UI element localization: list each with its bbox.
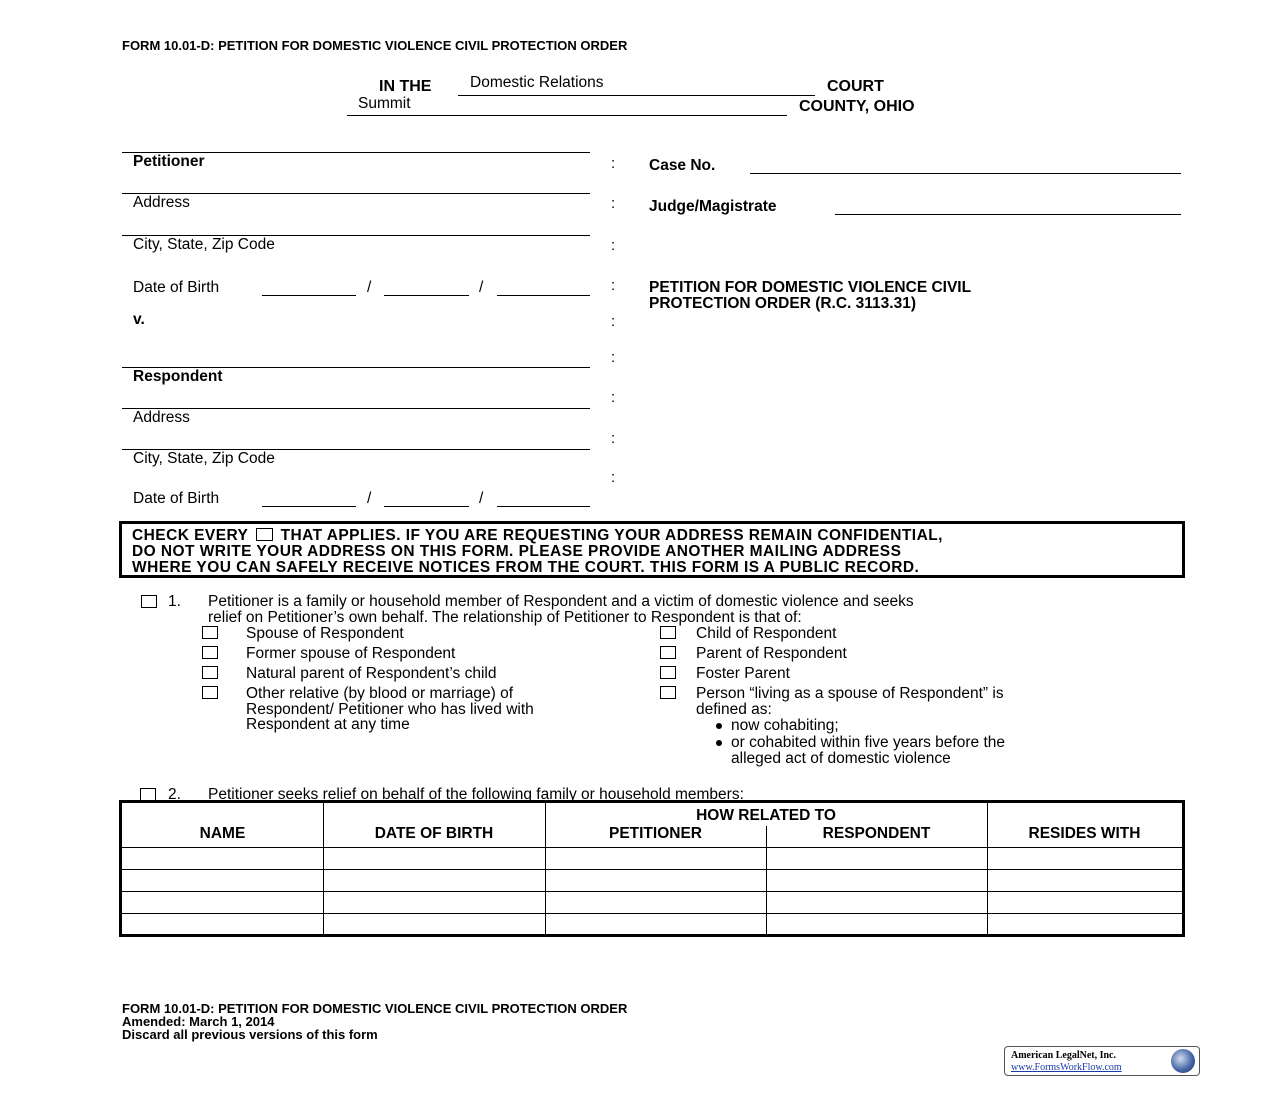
notice-text: WHERE YOU CAN SAFELY RECEIVE NOTICES FROM THE COURT. THIS FORM IS A PUBLIC RECORD. [132, 559, 920, 576]
caption-colon: : [611, 195, 616, 212]
respondent-dob-day[interactable] [384, 506, 469, 507]
dob-slash: / [367, 490, 372, 507]
bullet-icon [716, 723, 722, 729]
former-spouse-checkbox[interactable] [202, 646, 218, 659]
case-no-label: Case No. [649, 157, 716, 174]
petitioner-address-label: Address [133, 194, 190, 211]
caption-colon: : [611, 277, 616, 294]
caption-colon: : [611, 469, 616, 486]
respondent-address-label: Address [133, 409, 190, 426]
form-title: FORM 10.01-D: PETITION FOR DOMESTIC VIOLENCE CIVIL PROTECTION ORDER [122, 38, 628, 53]
dob-slash: / [479, 490, 484, 507]
petitioner-city-label: City, State, Zip Code [133, 236, 275, 253]
respondent-address-line[interactable] [122, 408, 590, 409]
respondent-dob-label: Date of Birth [133, 490, 220, 507]
caption-colon: : [611, 389, 616, 406]
petitioner-dob-day[interactable] [384, 295, 469, 296]
item2-number: 2. [168, 786, 181, 803]
confidentiality-notice [119, 521, 1185, 578]
checkbox-icon [256, 528, 273, 541]
respondent-dob-month[interactable] [262, 506, 356, 507]
bullet-icon [716, 740, 722, 746]
living-as-spouse-checkbox[interactable] [660, 686, 676, 699]
petitioner-dob-month[interactable] [262, 295, 356, 296]
parent-label: Parent of Respondent [696, 645, 847, 662]
item1-text-line2: relief on Petitioner’s own behalf. The relationship of Petitioner to Respondent is that of: [208, 609, 802, 626]
notice-text: CHECK EVERY [132, 527, 249, 544]
other-relative-checkbox[interactable] [202, 686, 218, 699]
col-header-name: NAME [199, 825, 246, 842]
parent-checkbox[interactable] [660, 646, 676, 659]
col-header-how-related: HOW RELATED TO [696, 807, 836, 824]
natural-parent-label: Natural parent of Respondent’s child [246, 665, 497, 682]
petition-title-line2: PROTECTION ORDER (R.C. 3113.31) [649, 295, 917, 312]
in-the-label: IN THE [379, 78, 432, 95]
caption-colon: : [611, 313, 616, 330]
other-relative-label-line3: Respondent at any time [246, 716, 410, 733]
foster-parent-checkbox[interactable] [660, 666, 676, 679]
court-name-underline [458, 95, 815, 96]
col-header-petitioner: PETITIONER [608, 825, 702, 842]
table-row[interactable] [122, 891, 1182, 913]
judge-label: Judge/Magistrate [649, 198, 777, 215]
living-as-spouse-label-line2: defined as: [696, 701, 772, 718]
other-relative-label-line2: Respondent/ Petitioner who has lived with [246, 701, 534, 718]
caption-colon: : [611, 430, 616, 447]
bullet-text: or cohabited within five years before the [731, 734, 1005, 751]
table-row[interactable] [122, 913, 1182, 934]
respondent-label: Respondent [133, 368, 223, 385]
col-header-respondent: RESPONDENT [822, 825, 931, 842]
spouse-checkbox[interactable] [202, 626, 218, 639]
county-name-underline [347, 115, 787, 116]
item2-text: Petitioner seeks relief on behalf of the following family or household members: [208, 786, 744, 803]
respondent-dob-year[interactable] [497, 506, 590, 507]
bullet-text: now cohabiting; [731, 717, 839, 734]
county-label: COUNTY, OHIO [799, 98, 915, 115]
court-label: COURT [827, 78, 884, 95]
item1-number: 1. [168, 593, 181, 610]
caption-colon: : [611, 155, 616, 172]
notice-text: DO NOT WRITE YOUR ADDRESS ON THIS FORM. PLEASE PROVIDE ANOTHER MAILING ADDRESS [132, 543, 902, 560]
judge-field[interactable] [835, 214, 1181, 215]
col-header-dob: DATE OF BIRTH [374, 825, 494, 842]
spouse-label: Spouse of Respondent [246, 625, 404, 642]
petition-title-line1: PETITION FOR DOMESTIC VIOLENCE CIVIL [649, 279, 972, 296]
item1-text-line1: Petitioner is a family or household member of Respondent and a victim of domestic violence and seeks [208, 593, 914, 610]
globe-icon [1171, 1049, 1195, 1073]
caption-colon: : [611, 349, 616, 366]
bullet-text: alleged act of domestic violence [731, 750, 951, 767]
footer-form-title: FORM 10.01-D: PETITION FOR DOMESTIC VIOLENCE CIVIL PROTECTION ORDER [122, 1001, 628, 1016]
caption-colon: : [611, 237, 616, 254]
table-row[interactable] [122, 847, 1182, 869]
american-legalnet-logo [1004, 1046, 1200, 1076]
notice-text: THAT APPLIES. IF YOU ARE REQUESTING YOUR ADDRESS REMAIN CONFIDENTIAL, [280, 527, 943, 544]
dob-slash: / [367, 279, 372, 296]
petitioner-dob-year[interactable] [497, 295, 590, 296]
county-name-value[interactable]: Summit [358, 95, 411, 112]
dob-slash: / [479, 279, 484, 296]
foster-parent-label: Foster Parent [696, 665, 790, 682]
petitioner-address-line[interactable] [122, 193, 590, 194]
child-label: Child of Respondent [696, 625, 837, 642]
item1-checkbox[interactable] [141, 595, 157, 608]
logo-name: American LegalNet, Inc. [1011, 1050, 1116, 1061]
versus-label: v. [133, 311, 145, 328]
case-no-field[interactable] [750, 173, 1181, 174]
child-checkbox[interactable] [660, 626, 676, 639]
footer-discard: Discard all previous versions of this form [122, 1027, 378, 1042]
court-name-value[interactable]: Domestic Relations [470, 74, 604, 91]
former-spouse-label: Former spouse of Respondent [246, 645, 456, 662]
logo-url[interactable]: www.FormsWorkFlow.com [1011, 1062, 1122, 1073]
other-relative-label-line1: Other relative (by blood or marriage) of [246, 685, 514, 702]
household-members-table [119, 800, 1185, 937]
table-row[interactable] [122, 869, 1182, 891]
col-header-resides-with: RESIDES WITH [1028, 825, 1141, 842]
living-as-spouse-label-line1: Person “living as a spouse of Respondent” is [696, 685, 1004, 702]
natural-parent-checkbox[interactable] [202, 666, 218, 679]
footer-amended: Amended: March 1, 2014 [122, 1014, 275, 1029]
respondent-city-label: City, State, Zip Code [133, 450, 275, 467]
petitioner-label: Petitioner [133, 153, 205, 170]
petitioner-dob-label: Date of Birth [133, 279, 220, 296]
